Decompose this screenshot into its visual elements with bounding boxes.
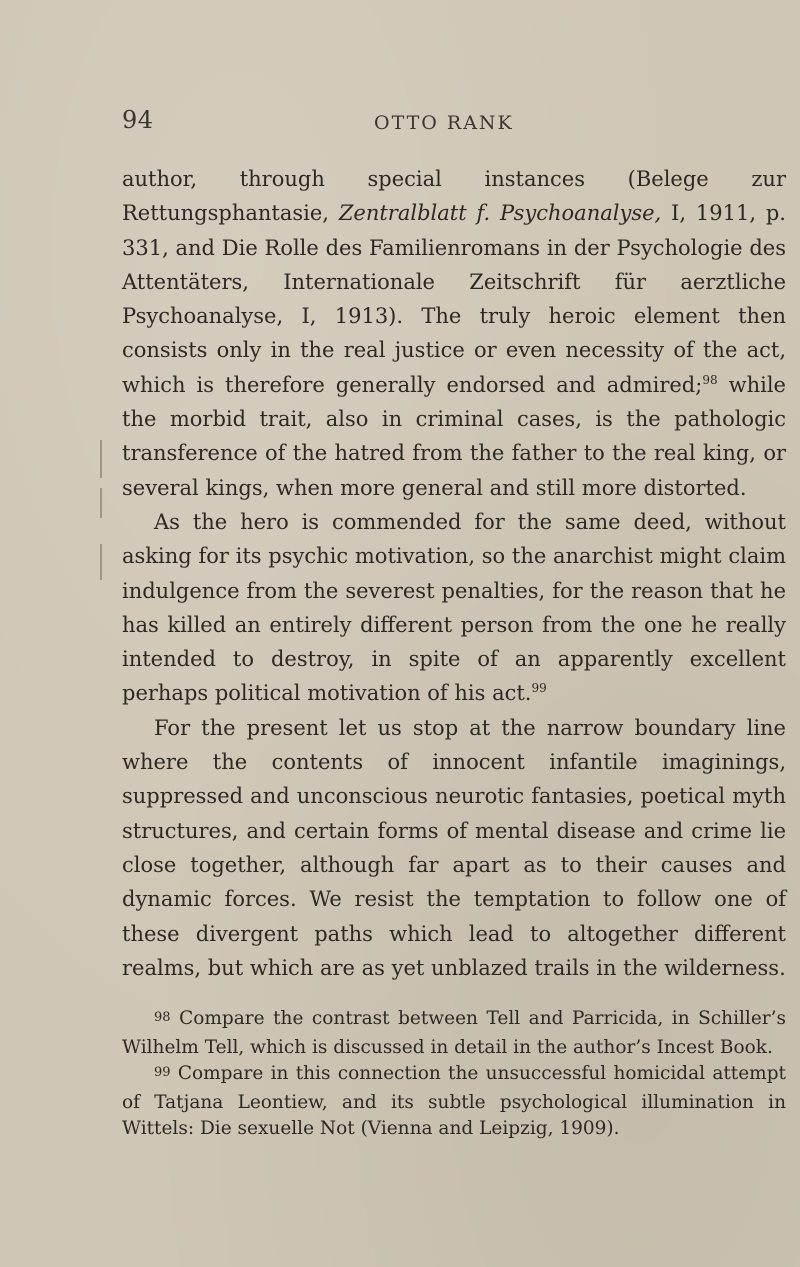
footnote-number: 99 [154, 1065, 171, 1080]
paragraph-1-part-c: I, 1911, p. 331, and Die Rolle des Familienromans in der Psychologie des Attentäters, Internationale Zeitschrift für aerztliche Psychoanalyse, I, 1913). The truly heroic element then consists only in the real justice or even necessity of the act, which is therefore generally endorsed and admired; [122, 201, 786, 397]
footnote-98 [122, 1006, 786, 1061]
paragraph-1 [122, 162, 786, 505]
running-head: OTTO RANK [374, 112, 514, 134]
paragraph-3: For the present let us stop at the narrow boundary line where the contents of innocent infantile imaginings, suppressed and unconscious neurotic fantasies, poetical myth structures, and certain forms of mental disease and crime lie close together, although far apart as to their causes and dynamic forces. We resist the temptation to follow one of these divergent paths which lead to altogether different realms, but which are as yet unblazed trails in the wilderness. [122, 715, 786, 980]
footnote-number: 98 [154, 1010, 171, 1025]
margin-marks [100, 440, 106, 590]
footnote-text: Compare in this connection the unsuccessful homicidal attempt of Tatjana Leontiew, and its subtle psychological illumination in Wittels: Die sexuelle Not (Vienna and Leipzig, 1909). [122, 1063, 786, 1139]
page-header [122, 106, 786, 142]
footnote-ref-99: 99 [531, 681, 547, 696]
paragraph-1-part-a: author, through special instances (Belege zur Rettungsphantasie, [122, 167, 786, 226]
paragraph-1-italic: Zentralblatt f. Psychoanalyse, [338, 201, 662, 226]
paragraph-1-part-d: while the morbid trait, also in criminal cases, is the pathologic transference of the hatred from the father to the real king, or several kings, when more general and still more distorted. [122, 372, 786, 500]
paragraph-2-text: As the hero is commended for the same deed, without asking for its psychic motivation, so the anarchist might claim indulgence from the severest penalties, for the reason that he has killed an entirely different person from the one he really intended to destroy, in spite of an apparently excellent perhaps political motivation of his act. [122, 509, 786, 706]
footnotes [122, 1006, 786, 1143]
footnote-99 [122, 1061, 786, 1143]
page-number: 94 [122, 106, 154, 134]
footnote-text: Compare the contrast between Tell and Parricida, in Schiller’s Wilhelm Tell, which is discussed in detail in the author’s Incest Book. [122, 1008, 787, 1058]
footnote-ref-98: 98 [702, 372, 718, 387]
paragraph-2 [122, 505, 786, 711]
body-text [122, 162, 786, 985]
